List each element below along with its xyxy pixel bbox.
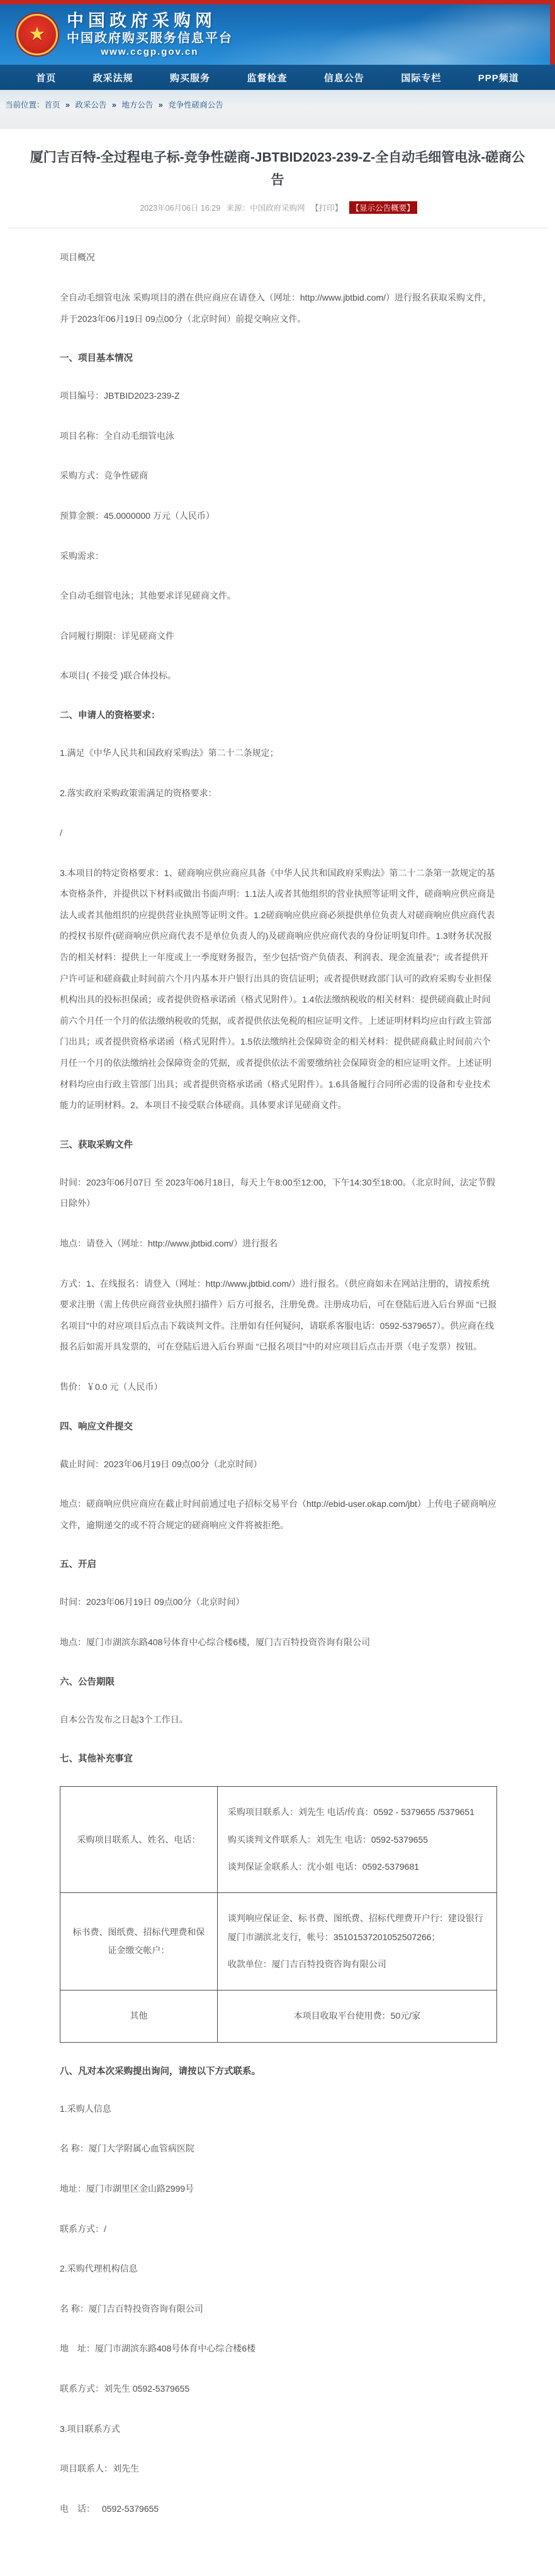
site-subtitle: 中国政府购买服务信息平台 [67, 31, 233, 45]
table-row [60, 1787, 497, 1893]
paragraph: 电 话： 0592-5379655 [60, 2503, 159, 2514]
page-title: 厦门吉百特-全过程电子标-竞争性磋商-JBTBID2023-239-Z-全自动毛细管电泳-磋商公告 [30, 150, 525, 187]
show-summary-button[interactable]: 【显示公告概要】 [349, 201, 417, 214]
paragraph: 2.采购代理机构信息 [60, 2263, 138, 2274]
article-meta [0, 201, 555, 214]
table-label-cell: 其他 [60, 1990, 218, 2042]
paragraph: 项目编号：JBTBID2023-239-Z [60, 391, 180, 401]
breadcrumb-band [0, 90, 555, 129]
paragraph: 项目名称：全自动毛细管电泳 [60, 430, 174, 441]
paragraph: / [60, 828, 62, 838]
paragraph: 名 称：厦门大学附属心血管病医院 [60, 2143, 194, 2154]
paragraph: 截止时间：2023年06月19日 09点00分（北京时间） [60, 1458, 262, 1469]
paragraph: 联系方式：刘先生 0592-5379655 [60, 2384, 190, 2394]
nav-item-home[interactable]: 首页 [36, 72, 57, 84]
paragraph: 名 称：厦门吉百特投资咨询有限公司 [60, 2303, 203, 2314]
table-value-line: 谈判保证金联系人：沈小姐 电话：0592-5379681 [227, 1861, 420, 1872]
section-heading: 四、响应文件提交 [60, 1421, 133, 1432]
paragraph: 1.满足《中华人民共和国政府采购法》第二十二条规定； [60, 747, 279, 758]
paragraph: 项目概况 [60, 252, 95, 263]
breadcrumb-label: 当前位置： [5, 101, 45, 109]
announcement-article [0, 133, 555, 2576]
table-value-line: 收款单位：厦门吉百特投资咨询有限公司 [227, 1959, 386, 1970]
paragraph: 1.采购人信息 [60, 2103, 111, 2114]
breadcrumb-separator: » [109, 101, 119, 109]
paragraph: 采购需求： [60, 550, 104, 561]
nav-item-announcements[interactable]: 信息公告 [323, 72, 364, 84]
paragraph: 地点：请登入（网址：http://www.jbtbid.com/）进行报名 [60, 1238, 278, 1248]
paragraph: 项目联系人：刘先生 [60, 2463, 139, 2474]
main-nav [0, 65, 555, 90]
national-emblem-icon [16, 14, 58, 55]
paragraph: 2.落实政府采购政策需满足的资格要求： [60, 787, 217, 798]
breadcrumb-notices[interactable]: 政采公告 [75, 101, 107, 109]
nav-item-regulations[interactable]: 政采法规 [92, 72, 133, 84]
table-value-line: 采购项目联系人：刘先生 电话/传真：0592 - 5379655 /5379651 [227, 1807, 474, 1818]
paragraph: 时间：2023年06月07日 至 2023年06月18日，每天上午8:00至12:00，下午14:30至18:00。（北京时间，法定节假日除外） [60, 1177, 495, 1209]
paragraph: 3.项目联系方式 [60, 2423, 120, 2434]
paragraph: 全自动毛细管电泳 采购项目的潜在供应商应在请登入（网址：http://www.jbtbid.com/）进行报名获取采购文件，并于2023年06月19日 09点00分（北京时间）前提交响应文件。 [60, 292, 492, 324]
supplement-info-table [60, 1786, 497, 2043]
nav-item-international[interactable]: 国际专栏 [401, 72, 442, 84]
section-heading: 八、凡对本次采购提出询问，请按以下方式联系。 [60, 2066, 261, 2077]
top-red-strip [0, 0, 555, 4]
section-heading: 三、获取采购文件 [60, 1140, 133, 1150]
table-value-line: 谈判响应保证金、标书费、图纸费、招标代理费开户行：建设银行厦门市湖滨北支行，帐号：35101537201052507266； [227, 1913, 483, 1942]
star-icon: ★ [28, 23, 46, 45]
paragraph: 合同履行期限：详见磋商文件 [60, 630, 174, 641]
table-value-line: 购买谈判文件联系人：刘先生 电话：0592-5379655 [227, 1834, 429, 1845]
nav-item-supervision[interactable]: 监督检查 [247, 72, 288, 84]
paragraph: 售价：￥0.0 元（人民币） [60, 1381, 163, 1392]
paragraph: 时间：2023年06月19日 09点00分（北京时间） [60, 1597, 245, 1607]
print-button[interactable]: 【打印】 [311, 204, 343, 213]
table-value-cell [217, 1787, 496, 1893]
paragraph: 方式：1、在线报名：请登入（网址：http://www.jbtbid.com/）进行报名。（供应商如未在网站注册的，请按系统要求注册（需上传供应商营业执照扫描件）后方可报名，注册免费。注册成功后，可在登陆后进入后台界面 “已报名项目”中的对应项目后点击下载谈判文件。注册如有任何疑问，请联系客服电话：0592-5379657）。供应商在线报名后如需开具发票的，可在登陆后进入后台界面 “已报名项目”中的对应项目后点击开票（电子发票）按钮。 [60, 1278, 497, 1352]
section-heading: 二、申请人的资格要求： [60, 710, 160, 721]
paragraph: 联系方式：/ [60, 2223, 106, 2234]
paragraph: 预算金额：45.0000000 万元（人民币） [60, 510, 215, 521]
paragraph: 采购方式：竞争性磋商 [60, 470, 148, 481]
article-body [60, 247, 497, 2519]
paragraph: 地 址：厦门市湖滨东路408号体育中心综合楼6楼 [60, 2343, 256, 2354]
article-source: 来源：中国政府采购网 [226, 204, 305, 213]
breadcrumb-local[interactable]: 地方公告 [121, 101, 154, 109]
section-heading: 六、公告期限 [60, 1677, 115, 1687]
paragraph: 全自动毛细管电泳；其他要求详见磋商文件。 [60, 591, 236, 601]
section-heading: 一、项目基本情况 [60, 353, 133, 364]
breadcrumb-separator: » [156, 101, 165, 109]
site-title: 中国政府采购网 [67, 11, 216, 30]
table-label-cell: 采购项目联系人、姓名、电话： [60, 1787, 218, 1893]
publish-date: 2023年06月06日 16:29 [140, 204, 221, 213]
table-value-line: 本项目收取平台使用费：50元/家 [293, 2011, 421, 2021]
nav-item-ppp[interactable]: PPP频道 [478, 72, 519, 84]
paragraph: 地点：磋商响应供应商应在截止时间前通过电子招标交易平台（http://ebid-user.okap.com/jbt）上传电子磋商响应文件，逾期递交的或不符合规定的磋商响应文件将被拒绝。 [60, 1499, 496, 1530]
nav-item-purchase-service[interactable]: 购买服务 [170, 72, 211, 84]
site-logo[interactable] [16, 11, 233, 58]
table-label-cell: 标书费、图纸费、招标代理费和保证金缴交帐户： [60, 1893, 218, 1990]
paragraph: 3.本项目的特定资格要求：1、磋商响应供应商应具备《中华人民共和国政府采购法》第二十二条第一款规定的基本资格条件，并提供以下材料或做出书面声明：1.1法人或者其他组织的营业执照等证明文件，磋商响应供应商是法人或者其他组织的应提供营业执照等证明文件。1.2磋商响应供应商必须提供单位负责人对磋商响应供应商代表的授权书原件(磋商响应供应商代表不是单位负责人的)及磋商响应供应商代表的身份证明复印件。1.3财务状况报告的相关材料：提供上一年度或上一季度财务报告，至少包括“资产负债表、利润表、现金流量表”；或者提供开户许可证和磋商截止时间前六个月内基本开户银行出具的资信证明；或者提供财政部门认可的政府采购专业担保机构出具的投标担保函；或者提供资格承诺函（格式见附件）。1.4依法缴纳税收的相关材料：提供磋商截止时间前六个月任一个月的依法缴纳税收的凭据，或者提供依法免税的相应证明文件。上述证明材料均应由行政主管部门出具；或者提供资格承诺函（格式见附件）。1.5依法缴纳社会保障资金的相关材料：提供磋商截止时间前六个月任一个月的依法缴纳社会保障资金的凭据，或者提供依法不需要缴纳社会保障资金的相应证明文件。上述证明材料均应由行政主管部门出具；或者提供资格承诺函（格式见附件）。1.6具备履行合同所必需的设备和专业技术能力的证明材料。2、本项目不接受联合体磋商。具体要求详见磋商文件。 [60, 867, 495, 1111]
section-heading: 七、其他补充事宜 [60, 1754, 133, 1765]
breadcrumb-home[interactable]: 首页 [44, 101, 60, 109]
table-row [60, 1990, 497, 2042]
section-heading: 五、开启 [60, 1560, 96, 1570]
table-row [60, 1893, 497, 1990]
breadcrumb-current: 竞争性磋商公告 [168, 101, 223, 109]
site-header [0, 4, 555, 65]
table-value-cell [217, 1893, 496, 1990]
header-right-red-accent [550, 4, 555, 65]
breadcrumb-separator: » [63, 101, 72, 109]
paragraph: 地点：厦门市湖滨东路408号体育中心综合楼6楼，厦门吉百特投资咨询有限公司 [60, 1636, 371, 1647]
site-url: www.ccgp.gov.cn [101, 46, 199, 57]
paragraph: 本项目( 不接受 )联合体投标。 [60, 670, 177, 681]
paragraph: 地址：厦门市湖里区金山路2999号 [60, 2184, 194, 2194]
paragraph: 自本公告发布之日起3个工作日。 [60, 1714, 188, 1724]
table-value-cell [217, 1990, 496, 2042]
